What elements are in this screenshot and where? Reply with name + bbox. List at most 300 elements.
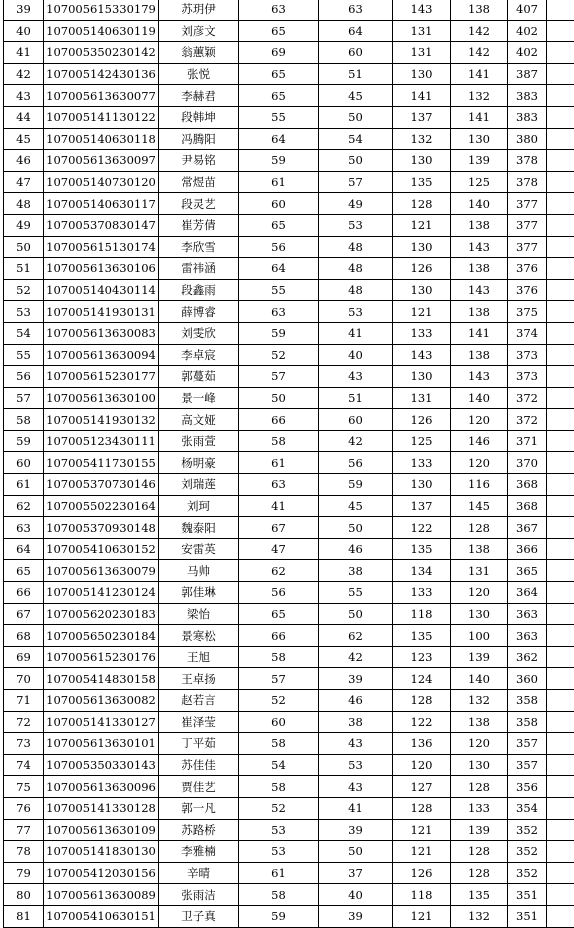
- cell-remark: [547, 20, 574, 42]
- cell-remark: [547, 733, 574, 755]
- cell-score-4: 141: [451, 322, 508, 344]
- cell-total-score: 376: [508, 279, 547, 301]
- cell-score-2: 45: [319, 85, 393, 107]
- cell-total-score: 368: [508, 495, 547, 517]
- cell-candidate-id: 107005370930148: [44, 517, 159, 539]
- cell-score-3: 134: [393, 560, 451, 582]
- cell-score-2: 60: [319, 409, 393, 431]
- cell-serial-number: 49: [4, 214, 44, 236]
- cell-score-4: 140: [451, 668, 508, 690]
- cell-score-3: 130: [393, 279, 451, 301]
- cell-remark: [547, 387, 574, 409]
- cell-score-2: 43: [319, 366, 393, 388]
- cell-score-1: 58: [239, 776, 319, 798]
- cell-score-4: 139: [451, 646, 508, 668]
- cell-remark: [547, 85, 574, 107]
- cell-score-2: 64: [319, 20, 393, 42]
- cell-remark: [547, 301, 574, 323]
- cell-score-3: 121: [393, 905, 451, 927]
- cell-score-4: 128: [451, 862, 508, 884]
- cell-score-2: 63: [319, 0, 393, 20]
- cell-score-4: 140: [451, 387, 508, 409]
- cell-remark: [547, 754, 574, 776]
- cell-total-score: 354: [508, 797, 547, 819]
- cell-score-3: 121: [393, 301, 451, 323]
- cell-total-score: 360: [508, 668, 547, 690]
- cell-score-4: 100: [451, 625, 508, 647]
- cell-serial-number: 62: [4, 495, 44, 517]
- cell-score-4: 125: [451, 171, 508, 193]
- cell-total-score: 352: [508, 841, 547, 863]
- cell-candidate-id: 107005410630151: [44, 905, 159, 927]
- cell-name: 王旭: [159, 646, 239, 668]
- cell-candidate-id: 107005410630152: [44, 538, 159, 560]
- cell-candidate-id: 107005502230164: [44, 495, 159, 517]
- cell-serial-number: 42: [4, 63, 44, 85]
- cell-score-1: 69: [239, 42, 319, 64]
- cell-score-3: 137: [393, 106, 451, 128]
- cell-score-1: 66: [239, 409, 319, 431]
- cell-serial-number: 60: [4, 452, 44, 474]
- cell-score-4: 128: [451, 841, 508, 863]
- cell-name: 丁平茹: [159, 733, 239, 755]
- cell-total-score: 356: [508, 776, 547, 798]
- cell-score-2: 50: [319, 603, 393, 625]
- cell-total-score: 352: [508, 862, 547, 884]
- cell-remark: [547, 42, 574, 64]
- cell-score-3: 123: [393, 646, 451, 668]
- cell-total-score: 377: [508, 236, 547, 258]
- cell-remark: [547, 711, 574, 733]
- cell-name: 苏玥伊: [159, 0, 239, 20]
- cell-candidate-id: 107005613630079: [44, 560, 159, 582]
- cell-score-1: 53: [239, 819, 319, 841]
- cell-score-4: 141: [451, 63, 508, 85]
- table-row: [4, 236, 574, 258]
- cell-candidate-id: 107005615230176: [44, 646, 159, 668]
- cell-name: 景一峰: [159, 387, 239, 409]
- cell-score-3: 122: [393, 711, 451, 733]
- cell-score-2: 55: [319, 582, 393, 604]
- cell-score-1: 65: [239, 214, 319, 236]
- cell-score-1: 56: [239, 582, 319, 604]
- cell-name: 刘珂: [159, 495, 239, 517]
- cell-score-4: 128: [451, 517, 508, 539]
- cell-serial-number: 55: [4, 344, 44, 366]
- cell-name: 王卓扬: [159, 668, 239, 690]
- cell-candidate-id: 107005370730146: [44, 474, 159, 496]
- cell-score-1: 63: [239, 0, 319, 20]
- cell-score-4: 139: [451, 150, 508, 172]
- cell-score-4: 120: [451, 582, 508, 604]
- cell-name: 安雷英: [159, 538, 239, 560]
- cell-score-3: 121: [393, 841, 451, 863]
- cell-candidate-id: 107005613630097: [44, 150, 159, 172]
- table-row: [4, 63, 574, 85]
- cell-total-score: 374: [508, 322, 547, 344]
- cell-name: 李卓宸: [159, 344, 239, 366]
- cell-name: 高文娅: [159, 409, 239, 431]
- cell-candidate-id: 107005613630106: [44, 258, 159, 280]
- cell-score-1: 60: [239, 193, 319, 215]
- cell-total-score: 363: [508, 625, 547, 647]
- cell-score-4: 132: [451, 905, 508, 927]
- cell-name: 尹易铭: [159, 150, 239, 172]
- cell-total-score: 377: [508, 214, 547, 236]
- table-row: [4, 409, 574, 431]
- cell-total-score: 364: [508, 582, 547, 604]
- cell-score-4: 143: [451, 236, 508, 258]
- cell-candidate-id: 107005412030156: [44, 862, 159, 884]
- cell-score-4: 138: [451, 214, 508, 236]
- cell-score-2: 46: [319, 690, 393, 712]
- cell-score-2: 51: [319, 63, 393, 85]
- cell-total-score: 373: [508, 344, 547, 366]
- cell-score-3: 128: [393, 797, 451, 819]
- cell-remark: [547, 171, 574, 193]
- cell-serial-number: 73: [4, 733, 44, 755]
- cell-score-2: 54: [319, 128, 393, 150]
- cell-serial-number: 51: [4, 258, 44, 280]
- cell-score-4: 145: [451, 495, 508, 517]
- table-row: [4, 690, 574, 712]
- table-row: [4, 797, 574, 819]
- cell-score-1: 59: [239, 150, 319, 172]
- cell-total-score: 378: [508, 171, 547, 193]
- cell-score-2: 48: [319, 236, 393, 258]
- cell-candidate-id: 107005140730120: [44, 171, 159, 193]
- cell-score-4: 133: [451, 797, 508, 819]
- cell-score-2: 50: [319, 106, 393, 128]
- cell-score-2: 50: [319, 150, 393, 172]
- cell-total-score: 357: [508, 733, 547, 755]
- cell-candidate-id: 107005350330143: [44, 754, 159, 776]
- cell-total-score: 363: [508, 603, 547, 625]
- cell-serial-number: 39: [4, 0, 44, 20]
- cell-score-2: 50: [319, 841, 393, 863]
- cell-remark: [547, 603, 574, 625]
- cell-score-3: 135: [393, 625, 451, 647]
- cell-remark: [547, 322, 574, 344]
- cell-score-3: 143: [393, 344, 451, 366]
- cell-candidate-id: 107005613630089: [44, 884, 159, 906]
- cell-score-4: 132: [451, 85, 508, 107]
- cell-score-3: 128: [393, 690, 451, 712]
- cell-score-4: 138: [451, 301, 508, 323]
- cell-score-1: 54: [239, 754, 319, 776]
- cell-score-2: 39: [319, 819, 393, 841]
- cell-candidate-id: 107005140430114: [44, 279, 159, 301]
- cell-score-3: 132: [393, 128, 451, 150]
- cell-name: 景寒松: [159, 625, 239, 647]
- cell-serial-number: 46: [4, 150, 44, 172]
- cell-score-1: 52: [239, 797, 319, 819]
- cell-serial-number: 44: [4, 106, 44, 128]
- cell-name: 李赫君: [159, 85, 239, 107]
- cell-serial-number: 43: [4, 85, 44, 107]
- cell-remark: [547, 430, 574, 452]
- cell-remark: [547, 668, 574, 690]
- cell-score-1: 65: [239, 20, 319, 42]
- table-row: [4, 366, 574, 388]
- table-row: [4, 754, 574, 776]
- cell-score-4: 142: [451, 42, 508, 64]
- cell-score-3: 133: [393, 322, 451, 344]
- cell-name: 郭一凡: [159, 797, 239, 819]
- cell-score-3: 130: [393, 366, 451, 388]
- cell-score-3: 121: [393, 819, 451, 841]
- cell-name: 常煜苗: [159, 171, 239, 193]
- cell-score-1: 60: [239, 711, 319, 733]
- cell-serial-number: 41: [4, 42, 44, 64]
- cell-score-1: 41: [239, 495, 319, 517]
- cell-candidate-id: 107005620230183: [44, 603, 159, 625]
- cell-score-2: 42: [319, 430, 393, 452]
- cell-score-2: 48: [319, 279, 393, 301]
- cell-candidate-id: 107005613630083: [44, 322, 159, 344]
- cell-score-4: 135: [451, 884, 508, 906]
- cell-name: 雷祎涵: [159, 258, 239, 280]
- cell-score-1: 47: [239, 538, 319, 560]
- cell-score-1: 63: [239, 474, 319, 496]
- cell-score-1: 59: [239, 322, 319, 344]
- cell-total-score: 351: [508, 905, 547, 927]
- cell-score-4: 132: [451, 690, 508, 712]
- cell-total-score: 387: [508, 63, 547, 85]
- cell-remark: [547, 625, 574, 647]
- cell-total-score: 366: [508, 538, 547, 560]
- cell-candidate-id: 107005140630118: [44, 128, 159, 150]
- cell-total-score: 358: [508, 711, 547, 733]
- cell-total-score: 383: [508, 85, 547, 107]
- cell-remark: [547, 344, 574, 366]
- table-row: [4, 214, 574, 236]
- cell-total-score: 402: [508, 20, 547, 42]
- cell-score-2: 50: [319, 517, 393, 539]
- cell-total-score: 351: [508, 884, 547, 906]
- cell-score-2: 43: [319, 776, 393, 798]
- cell-name: 张雨洁: [159, 884, 239, 906]
- cell-score-3: 126: [393, 258, 451, 280]
- cell-score-1: 55: [239, 106, 319, 128]
- cell-candidate-id: 107005615230177: [44, 366, 159, 388]
- cell-candidate-id: 107005613630101: [44, 733, 159, 755]
- table-row: [4, 582, 574, 604]
- cell-total-score: 372: [508, 387, 547, 409]
- cell-score-4: 143: [451, 279, 508, 301]
- cell-remark: [547, 517, 574, 539]
- cell-remark: [547, 128, 574, 150]
- cell-score-1: 64: [239, 128, 319, 150]
- cell-total-score: 371: [508, 430, 547, 452]
- cell-total-score: 380: [508, 128, 547, 150]
- cell-score-1: 61: [239, 862, 319, 884]
- cell-candidate-id: 107005650230184: [44, 625, 159, 647]
- cell-name: 段鑫雨: [159, 279, 239, 301]
- cell-score-4: 146: [451, 430, 508, 452]
- cell-score-4: 141: [451, 106, 508, 128]
- cell-score-3: 130: [393, 63, 451, 85]
- cell-serial-number: 57: [4, 387, 44, 409]
- table-row: [4, 625, 574, 647]
- cell-name: 魏泰阳: [159, 517, 239, 539]
- cell-remark: [547, 193, 574, 215]
- cell-score-2: 48: [319, 258, 393, 280]
- cell-name: 赵若言: [159, 690, 239, 712]
- cell-score-1: 58: [239, 733, 319, 755]
- cell-serial-number: 69: [4, 646, 44, 668]
- table-row: [4, 0, 574, 20]
- table-row: [4, 603, 574, 625]
- cell-score-3: 122: [393, 517, 451, 539]
- table-row: [4, 193, 574, 215]
- cell-remark: [547, 646, 574, 668]
- cell-candidate-id: 107005414830158: [44, 668, 159, 690]
- cell-serial-number: 77: [4, 819, 44, 841]
- cell-candidate-id: 107005613630096: [44, 776, 159, 798]
- cell-remark: [547, 279, 574, 301]
- cell-total-score: 367: [508, 517, 547, 539]
- cell-score-2: 37: [319, 862, 393, 884]
- cell-serial-number: 64: [4, 538, 44, 560]
- cell-serial-number: 74: [4, 754, 44, 776]
- cell-score-1: 52: [239, 690, 319, 712]
- cell-score-3: 120: [393, 754, 451, 776]
- table-row: [4, 668, 574, 690]
- cell-score-3: 124: [393, 668, 451, 690]
- cell-score-2: 38: [319, 711, 393, 733]
- table-row: [4, 106, 574, 128]
- cell-score-2: 45: [319, 495, 393, 517]
- table-row: [4, 344, 574, 366]
- cell-serial-number: 79: [4, 862, 44, 884]
- table-row: [4, 430, 574, 452]
- score-table: [3, 0, 574, 928]
- cell-name: 崔芳倩: [159, 214, 239, 236]
- cell-score-4: 138: [451, 711, 508, 733]
- table-row: [4, 474, 574, 496]
- cell-candidate-id: 107005141230124: [44, 582, 159, 604]
- cell-score-1: 65: [239, 63, 319, 85]
- cell-score-4: 138: [451, 538, 508, 560]
- cell-score-2: 38: [319, 560, 393, 582]
- cell-total-score: 383: [508, 106, 547, 128]
- cell-serial-number: 72: [4, 711, 44, 733]
- cell-score-4: 138: [451, 344, 508, 366]
- cell-name: 段韩坤: [159, 106, 239, 128]
- cell-score-2: 59: [319, 474, 393, 496]
- cell-score-3: 127: [393, 776, 451, 798]
- table-row: [4, 322, 574, 344]
- cell-score-2: 39: [319, 668, 393, 690]
- cell-serial-number: 71: [4, 690, 44, 712]
- cell-candidate-id: 107005141930132: [44, 409, 159, 431]
- cell-score-1: 56: [239, 236, 319, 258]
- cell-score-3: 126: [393, 409, 451, 431]
- cell-total-score: 352: [508, 819, 547, 841]
- cell-serial-number: 50: [4, 236, 44, 258]
- cell-name: 张雨萱: [159, 430, 239, 452]
- cell-score-3: 128: [393, 193, 451, 215]
- cell-name: 段灵艺: [159, 193, 239, 215]
- cell-score-3: 131: [393, 42, 451, 64]
- cell-score-3: 135: [393, 538, 451, 560]
- cell-score-1: 53: [239, 841, 319, 863]
- cell-remark: [547, 452, 574, 474]
- table-row: [4, 258, 574, 280]
- table-row: [4, 819, 574, 841]
- cell-candidate-id: 107005613630077: [44, 85, 159, 107]
- cell-name: 李欣雪: [159, 236, 239, 258]
- cell-score-1: 65: [239, 85, 319, 107]
- cell-score-3: 121: [393, 214, 451, 236]
- cell-total-score: 372: [508, 409, 547, 431]
- table-row: [4, 171, 574, 193]
- cell-remark: [547, 819, 574, 841]
- cell-name: 郭佳琳: [159, 582, 239, 604]
- cell-name: 崔泽莹: [159, 711, 239, 733]
- cell-remark: [547, 0, 574, 20]
- cell-score-2: 56: [319, 452, 393, 474]
- cell-score-4: 138: [451, 258, 508, 280]
- cell-remark: [547, 106, 574, 128]
- cell-remark: [547, 366, 574, 388]
- cell-serial-number: 80: [4, 884, 44, 906]
- table-row: [4, 884, 574, 906]
- cell-score-2: 43: [319, 733, 393, 755]
- cell-score-4: 120: [451, 452, 508, 474]
- cell-name: 贾佳艺: [159, 776, 239, 798]
- cell-score-2: 57: [319, 171, 393, 193]
- cell-score-2: 40: [319, 884, 393, 906]
- cell-score-3: 137: [393, 495, 451, 517]
- cell-score-4: 130: [451, 603, 508, 625]
- cell-score-1: 61: [239, 171, 319, 193]
- cell-remark: [547, 538, 574, 560]
- table-row: [4, 711, 574, 733]
- cell-candidate-id: 107005370830147: [44, 214, 159, 236]
- cell-total-score: 373: [508, 366, 547, 388]
- cell-remark: [547, 582, 574, 604]
- table-row: [4, 538, 574, 560]
- cell-score-2: 53: [319, 754, 393, 776]
- cell-name: 冯腾阳: [159, 128, 239, 150]
- cell-score-4: 143: [451, 366, 508, 388]
- cell-score-2: 40: [319, 344, 393, 366]
- cell-candidate-id: 107005140630119: [44, 20, 159, 42]
- cell-total-score: 375: [508, 301, 547, 323]
- cell-score-3: 118: [393, 603, 451, 625]
- cell-serial-number: 78: [4, 841, 44, 863]
- cell-total-score: 370: [508, 452, 547, 474]
- cell-serial-number: 65: [4, 560, 44, 582]
- cell-score-4: 142: [451, 20, 508, 42]
- cell-candidate-id: 107005615130174: [44, 236, 159, 258]
- cell-serial-number: 76: [4, 797, 44, 819]
- cell-serial-number: 58: [4, 409, 44, 431]
- cell-total-score: 362: [508, 646, 547, 668]
- cell-total-score: 365: [508, 560, 547, 582]
- table-row: [4, 646, 574, 668]
- cell-name: 张悦: [159, 63, 239, 85]
- cell-score-4: 139: [451, 819, 508, 841]
- cell-remark: [547, 690, 574, 712]
- cell-score-1: 63: [239, 301, 319, 323]
- cell-remark: [547, 776, 574, 798]
- table-body: [4, 0, 574, 927]
- cell-score-4: 140: [451, 193, 508, 215]
- cell-candidate-id: 107005141830130: [44, 841, 159, 863]
